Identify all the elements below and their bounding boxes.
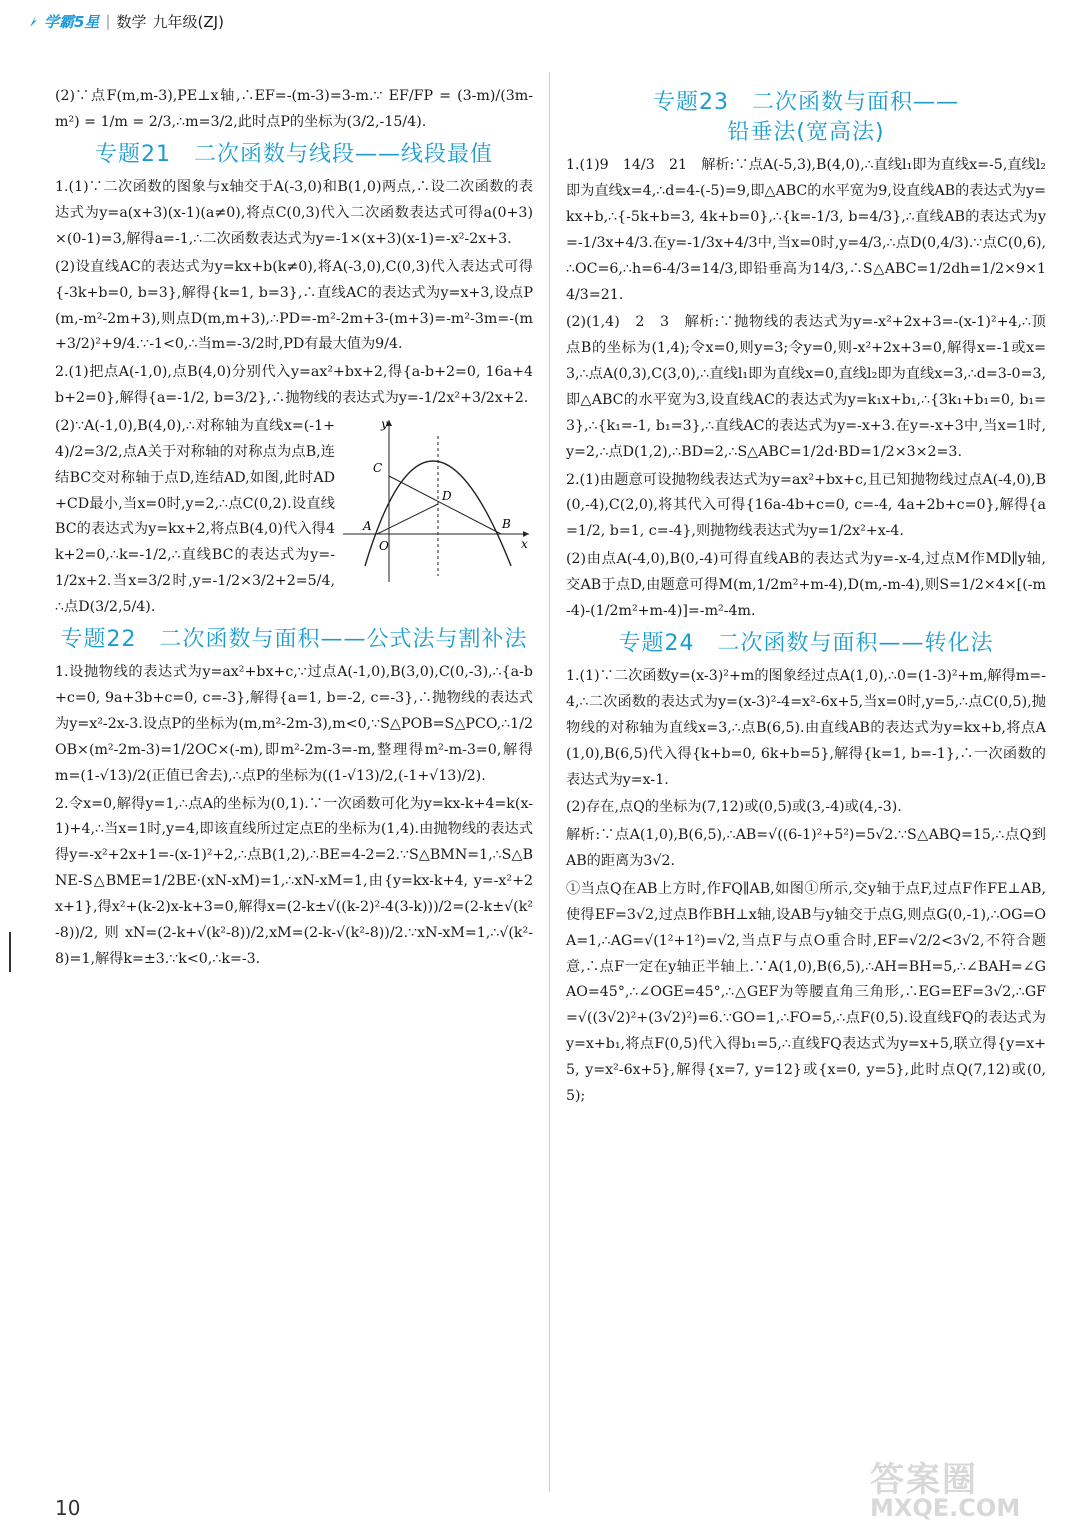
answer-24-3: 解析:∵点A(1,0),B(6,5),∴AB=√((6-1)²+5²)=5√2.∵S△ABQ=15,∴点Q到AB的距离为3√2. — [566, 827, 1046, 870]
section-title-23-line1: 专题23 二次函数与面积—— — [653, 90, 959, 115]
parabola-diagram — [343, 416, 533, 584]
answer-21-2-b: (2)∵A(-1,0),B(4,0),∴对称轴为直线x=(-1+4)/2=3/2,点A关于对称轴的对称点为点B,连结BC交对称轴于点D,连结AD,如图,此时AD+CD最小,当x=0时,y=2,∴点C(0,2).设直线BC的表达式为y=kx+2,将点B(4,0)代入得4k+2=0,∴k=-1/2,∴直线BC的表达式为y=-1/2x+2.当x=3/2时,y=-1/2×3/2+2=5/4,∴点D(3/2,5/4). — [55, 417, 335, 615]
answer-23-3-b: (2)由点A(-4,0),B(0,-4)可得直线AB的表达式为y=-x-4,过点M作MD∥y轴,交AB于点D,由题意可得M(m,1/2m²+m-4),D(m,-m-4),则S=1/2×4×[(-m-4)-(1/2m²+m-4)]=-m²-4m. — [566, 551, 1046, 619]
left-column — [55, 84, 533, 975]
answer-continued: (2)∵点F(m,m-3),PE⊥x轴,∴EF=-(m-3)=3-m.∵ EF/FP = (3-m)/(3m-m²) = 1/m = 2/3,∴m=3/2,此时点P的坐标为(3/2,-15/4). — [55, 88, 533, 130]
answer-24-4: ①当点Q在AB上方时,作FQ∥AB,如图①所示,交y轴于点F,过点F作FE⊥AB,使得EF=3√2,过点B作BH⊥x轴,设AB与y轴交于点G,则点G(0,-1),∴OG=OA=1,∴AG=√(1²+1²)=√2,当点F与点O重合时,EF=√2/2<3√2,不符合题意,∴点F一定在y轴正半轴上.∵A(1,0),B(6,5),∴AH=BH=5,∴∠BAH=∠GAO=45°,∴∠OGE=45°,∴△GEF为等腰直角三角形,∴EG=EF=3√2,∴GF=√((3√2)²+(3√2)²)=6.∵GO=1,∴FO=5,∴点F(0,5).设直线FQ的表达式为y=x+b₁,将点F(0,5)代入得b₁=5,∴直线FQ表达式为y=x+5,联立得{y=x+5, y=x²-6x+5},解得{x=7, y=12}或{x=0, y=5},此时点Q(7,12)或(0,5); — [566, 881, 1046, 1104]
watermark-url: MXQE.COM — [870, 1494, 1021, 1522]
answer-22-1: 1.设抛物线的表达式为y=ax²+bx+c,∵过点A(-1,0),B(3,0),C(0,-3),∴{a-b+c=0, 9a+3b+c=0, c=-3},解得{a=1, b=-2, c=-3},∴抛物线的表达式为y=x²-2x-3.设点P的坐标为(m,m²-2m-3),m<0,∵S△POB=S△PCO,∴1/2OB×(m²-2m-3)=1/2OC×(-m),即m²-2m-3=-m,整理得m²-m-3=0,解得m=(1-√13)/2(正值已舍去),∴点P的坐标为((1-√13)/2,(-1+√13)/2). — [55, 664, 533, 784]
diagram-label-b: B — [502, 516, 511, 531]
section-title-23-line2: 铅垂法(宽高法) — [727, 119, 885, 145]
diagram-label-d: D — [442, 488, 452, 503]
section-title-21: 专题21 二次函数与线段——线段最值 — [95, 141, 493, 167]
answer-21-2-a: 2.(1)把点A(-1,0),点B(4,0)分别代入y=ax²+bx+2,得{a-b+2=0, 16a+4b+2=0},解得{a=-1/2, b=3/2},∴抛物线的表达式为y=-1/2x²+3/2x+2. — [55, 364, 533, 407]
answer-23-2: (2)(1,4) 2 3 解析:∵抛物线的表达式为y=-x²+2x+3=-(x-1)²+4,∴顶点B的坐标为(1,4);令x=0,则y=3;令y=0,则-x²+2x+3=0,解得x=-1或x=3,∴点A(0,3),C(3,0),∴直线l₁即为直线x=0,直线l₂即为直线x=3,∴d=3-0=3,即△ABC的水平宽为3,设直线AC的表达式为y=k₁x+b₁,∴{3k₁+b₁=0, b₁=3},∴{k₁=-1, b₁=3},∴直线AC的表达式为y=-x+3.在y=-x+3中,当x=1时,y=2,∴点D(1,2),∴BD=2,∴S△ABC=1/2d·BD=1/2×3×2=3. — [566, 314, 1046, 460]
header-grade: 九年级(ZJ) — [152, 12, 224, 31]
watermark: 答案圈 — [870, 1460, 978, 1500]
section-title-24: 专题24 二次函数与面积——转化法 — [618, 630, 994, 656]
diagram-label-x: x — [521, 536, 528, 551]
answer-23-1: 1.(1)9 14/3 21 解析:∵点A(-5,3),B(4,0),∴直线l₁即为直线x=-5,直线l₂即为直线x=4,∴d=4-(-5)=9,即△ABC的水平宽为9,设直线AB的表达式为y=kx+b,∴{-5k+b=3, 4k+b=0},∴{k=-1/3, b=4/3},∴直线AB的表达式为y=-1/3x+4/3.在y=-1/3x+4/3中,当x=0时,y=4/3,∴点D(0,4/3).∵点C(0,6),∴OC=6,∴h=6-4/3=14/3,即铅垂高为14/3,∴S△ABC=1/2dh=1/2×9×14/3=21. — [566, 157, 1046, 303]
header-separator: | — [105, 12, 111, 30]
answer-24-1: 1.(1)∵二次函数y=(x-3)²+m的图象经过点A(1,0),∴0=(1-3)²+m,解得m=-4,∴二次函数的表达式为y=(x-3)²-4=x²-6x+5,当x=0时,y=5,∴点C(0,5),抛物线的对称轴为直线x=3,∴点B(6,5).由直线AB的表达式为y=kx+b,将点A(1,0),B(6,5)代入得{k+b=0, 6k+b=5},解得{k=1, b=-1},∴一次函数的表达式为y=x-1. — [566, 668, 1046, 788]
column-divider — [549, 72, 550, 1492]
answer-23-3-a: 2.(1)由题意可设抛物线表达式为y=ax²+bx+c,且已知抛物线过点A(-4,0),B(0,-4),C(2,0),将其代入可得{16a-4b+c=0, c=-4, 4a+2b+c=0},解得{a=1/2, b=1, c=-4},则抛物线表达式为y=1/2x²+x-4. — [566, 471, 1046, 540]
answer-21-1-a: 1.(1)∵二次函数的图象与x轴交于A(-3,0)和B(1,0)两点,∴设二次函数的表达式为y=a(x+3)(x-1)(a≠0),将点C(0,3)代入二次函数表达式可得a(0+3)×(0-1)=3,解得a=-1,∴二次函数表达式为y=-1×(x+3)(x-1)=-x²-2x+3. — [55, 179, 533, 248]
brand-name: 学霸5星 — [44, 12, 100, 31]
header-subject: 数学 — [116, 12, 147, 31]
answer-24-2: (2)存在,点Q的坐标为(7,12)或(0,5)或(3,-4)或(4,-3). — [566, 799, 902, 816]
answer-21-1-b: (2)设直线AC的表达式为y=kx+b(k≠0),将A(-3,0),C(0,3)代入表达式可得{-3k+b=0, b=3},解得{k=1, b=3},∴直线AC的表达式为y=x+3,设点P(m,-m²-2m+3),则点D(m,m+3),∴PD=-m²-2m+3-(m+3)=-m²-3m=-(m+3/2)²+9/4.∵-1<0,∴当m=-3/2时,PD有最大值为9/4. — [55, 258, 533, 353]
diagram-label-a: A — [363, 518, 372, 533]
answer-22-2: 2.令x=0,解得y=1,∴点A的坐标为(0,1).∵一次函数可化为y=kx-k+4=k(x-1)+4,∴当x=1时,y=4,即该直线所过定点E的坐标为(1,4).由抛物线的表达式得y=-x²+2x+1=-(x-1)²+2,∴点B(1,2),∴BE=4-2=2.∵S△BMN=1,∴S△BNE-S△BME=1/2BE·(xN-xM)=1,∴xN-xM=1,由{y=kx-k+4, y=-x²+2x+1},得x²+(k-2)x-k+3=0,解得x=(2-k±√((k-2)²-4(3-k)))/2=(2-k±√(k²-8))/2,则xN=(2-k+√(k²-8))/2,xM=(2-k-√(k²-8))/2.∵xN-xM=1,∴√(k²-8)=1,解得k=±3.∵k<0,∴k=-3. — [55, 795, 533, 967]
page-header — [28, 8, 224, 34]
diagram-label-y: y — [381, 416, 388, 431]
brand-logo-icon — [28, 14, 38, 28]
right-column — [566, 84, 1046, 1112]
section-title-22: 专题22 二次函数与面积——公式法与割补法 — [60, 626, 528, 652]
section-title-23 — [566, 88, 1046, 147]
parabola-svg — [343, 416, 533, 584]
margin-mark — [9, 932, 11, 972]
diagram-label-c: C — [373, 460, 383, 475]
diagram-label-o: O — [379, 538, 389, 553]
page-number: 10 — [55, 1496, 81, 1520]
